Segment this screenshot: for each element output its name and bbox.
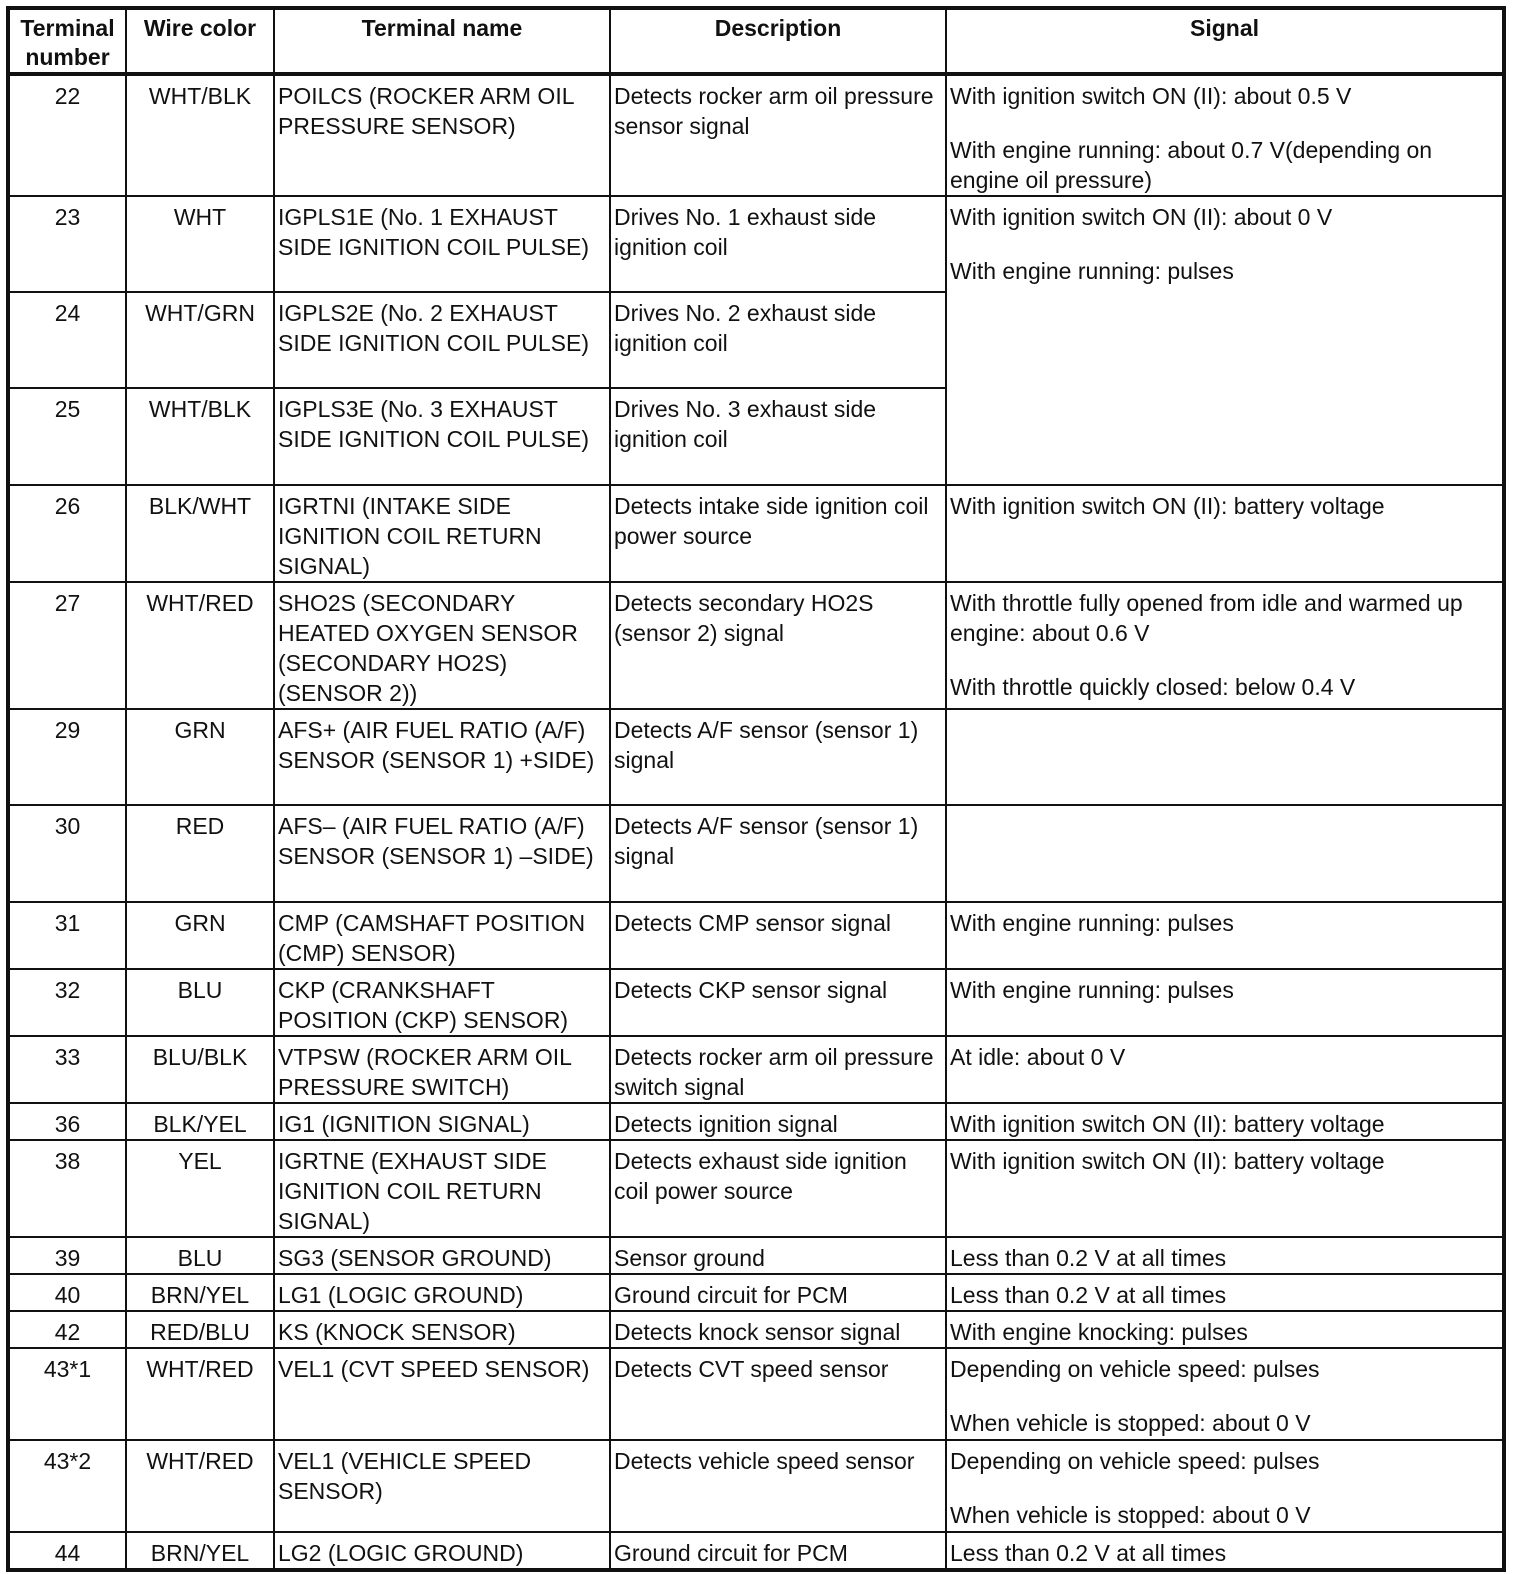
signal-line: With engine running: pulses	[950, 977, 1234, 1003]
description-cell: Drives No. 3 exhaust side ignition coil	[610, 388, 946, 485]
terminal-table	[6, 6, 1506, 1572]
signal-line: With throttle fully opened from idle and warmed up engine: about 0.6 V	[950, 590, 1463, 646]
terminal-name-cell: IGRTNE (EXHAUST SIDE IGNITION COIL RETURN SIGNAL)	[274, 1140, 610, 1237]
header-row	[8, 8, 1504, 74]
terminal-number-cell: 43*1	[8, 1348, 126, 1440]
description-cell: Detects ignition signal	[610, 1103, 946, 1140]
wire-color-cell: WHT/RED	[126, 1348, 274, 1440]
wire-color-cell: WHT/RED	[126, 1440, 274, 1532]
signal-line: With engine running: about 0.7 V(depending on engine oil pressure)	[950, 137, 1433, 193]
description-cell: Detects vehicle speed sensor	[610, 1440, 946, 1532]
signal-line: With throttle quickly closed: below 0.4 V	[950, 674, 1356, 700]
table-row	[8, 1237, 1504, 1274]
terminal-number-cell: 25	[8, 388, 126, 485]
signal-cell	[946, 1532, 1504, 1570]
description-cell: Detects secondary HO2S (sensor 2) signal	[610, 582, 946, 709]
terminal-number-cell: 38	[8, 1140, 126, 1237]
header-signal: Signal	[946, 8, 1504, 74]
description-cell: Ground circuit for PCM	[610, 1532, 946, 1570]
signal-line: With ignition switch ON (II): about 0 V	[950, 204, 1333, 230]
wire-color-cell: WHT/GRN	[126, 292, 274, 388]
terminal-name-cell: CMP (CAMSHAFT POSITION (CMP) SENSOR)	[274, 902, 610, 969]
description-cell: Detects exhaust side ignition coil power source	[610, 1140, 946, 1237]
signal-cell	[946, 74, 1504, 196]
terminal-name-cell: IG1 (IGNITION SIGNAL)	[274, 1103, 610, 1140]
signal-line: With ignition switch ON (II): battery voltage	[950, 1111, 1385, 1137]
description-cell: Sensor ground	[610, 1237, 946, 1274]
wire-color-cell: GRN	[126, 709, 274, 805]
description-cell: Ground circuit for PCM	[610, 1274, 946, 1311]
table-row	[8, 1036, 1504, 1103]
description-cell: Detects rocker arm oil pressure sensor signal	[610, 74, 946, 196]
table-row	[8, 485, 1504, 582]
description-cell: Detects knock sensor signal	[610, 1311, 946, 1348]
signal-cell	[946, 969, 1504, 1036]
wire-color-cell: GRN	[126, 902, 274, 969]
signal-cell	[946, 1237, 1504, 1274]
wire-color-cell: RED/BLU	[126, 1311, 274, 1348]
table-body	[8, 74, 1504, 1570]
table-row	[8, 969, 1504, 1036]
terminal-number-cell: 33	[8, 1036, 126, 1103]
signal-line: Less than 0.2 V at all times	[950, 1540, 1227, 1566]
signal-cell	[946, 1274, 1504, 1311]
header-terminal-name: Terminal name	[274, 8, 610, 74]
wire-color-cell: BRN/YEL	[126, 1532, 274, 1570]
terminal-number-cell: 22	[8, 74, 126, 196]
wire-color-cell: WHT	[126, 196, 274, 292]
terminal-number-cell: 44	[8, 1532, 126, 1570]
table-row	[8, 1348, 1504, 1440]
table-row	[8, 902, 1504, 969]
table-row	[8, 1140, 1504, 1237]
signal-line: Depending on vehicle speed: pulses	[950, 1356, 1320, 1382]
signal-cell	[946, 709, 1504, 805]
signal-line: When vehicle is stopped: about 0 V	[950, 1502, 1311, 1528]
terminal-number-cell: 26	[8, 485, 126, 582]
description-cell: Detects A/F sensor (sensor 1) signal	[610, 709, 946, 805]
wire-color-cell: RED	[126, 805, 274, 902]
wire-color-cell: YEL	[126, 1140, 274, 1237]
table-row	[8, 74, 1504, 196]
terminal-name-cell: IGPLS3E (No. 3 EXHAUST SIDE IGNITION COIL PULSE)	[274, 388, 610, 485]
table-row	[8, 709, 1504, 805]
terminal-number-cell: 27	[8, 582, 126, 709]
table-row	[8, 196, 1504, 292]
table-row	[8, 1311, 1504, 1348]
terminal-name-cell: VEL1 (VEHICLE SPEED SENSOR)	[274, 1440, 610, 1532]
table-row	[8, 1532, 1504, 1570]
description-cell: Detects intake side ignition coil power source	[610, 485, 946, 582]
wire-color-cell: BRN/YEL	[126, 1274, 274, 1311]
description-cell: Drives No. 2 exhaust side ignition coil	[610, 292, 946, 388]
signal-cell	[946, 1440, 1504, 1532]
signal-cell	[946, 902, 1504, 969]
terminal-name-cell: IGPLS1E (No. 1 EXHAUST SIDE IGNITION COIL PULSE)	[274, 196, 610, 292]
signal-cell	[946, 196, 1504, 485]
wire-color-cell: BLU	[126, 1237, 274, 1274]
signal-cell	[946, 1036, 1504, 1103]
table-row	[8, 1440, 1504, 1532]
signal-cell	[946, 582, 1504, 709]
terminal-number-cell: 42	[8, 1311, 126, 1348]
terminal-number-cell: 39	[8, 1237, 126, 1274]
table-row	[8, 805, 1504, 902]
terminal-name-cell: LG1 (LOGIC GROUND)	[274, 1274, 610, 1311]
signal-cell	[946, 1348, 1504, 1440]
wire-color-cell: WHT/BLK	[126, 388, 274, 485]
wire-color-cell: WHT/BLK	[126, 74, 274, 196]
terminal-name-cell: IGRTNI (INTAKE SIDE IGNITION COIL RETURN SIGNAL)	[274, 485, 610, 582]
terminal-name-cell: LG2 (LOGIC GROUND)	[274, 1532, 610, 1570]
signal-line: Depending on vehicle speed: pulses	[950, 1448, 1320, 1474]
table-row	[8, 1103, 1504, 1140]
terminal-number-cell: 31	[8, 902, 126, 969]
wire-color-cell: BLK/WHT	[126, 485, 274, 582]
signal-cell	[946, 485, 1504, 582]
description-cell: Detects CMP sensor signal	[610, 902, 946, 969]
signal-cell	[946, 1311, 1504, 1348]
terminal-name-cell: AFS+ (AIR FUEL RATIO (A/F) SENSOR (SENSOR 1) +SIDE)	[274, 709, 610, 805]
terminal-number-cell: 30	[8, 805, 126, 902]
terminal-name-cell: VTPSW (ROCKER ARM OIL PRESSURE SWITCH)	[274, 1036, 610, 1103]
signal-line: When vehicle is stopped: about 0 V	[950, 1410, 1311, 1436]
header-wire-color: Wire color	[126, 8, 274, 74]
terminal-name-cell: KS (KNOCK SENSOR)	[274, 1311, 610, 1348]
signal-line: With ignition switch ON (II): about 0.5 V	[950, 83, 1352, 109]
signal-line: With engine knocking: pulses	[950, 1319, 1248, 1345]
wire-color-cell: BLU/BLK	[126, 1036, 274, 1103]
signal-line: Less than 0.2 V at all times	[950, 1245, 1227, 1271]
description-cell: Detects A/F sensor (sensor 1) signal	[610, 805, 946, 902]
terminal-name-cell: POILCS (ROCKER ARM OIL PRESSURE SENSOR)	[274, 74, 610, 196]
header-description: Description	[610, 8, 946, 74]
wire-color-cell: BLK/YEL	[126, 1103, 274, 1140]
terminal-number-cell: 36	[8, 1103, 126, 1140]
wire-color-cell: WHT/RED	[126, 582, 274, 709]
wire-color-cell: BLU	[126, 969, 274, 1036]
signal-line: With ignition switch ON (II): battery voltage	[950, 493, 1385, 519]
description-cell: Drives No. 1 exhaust side ignition coil	[610, 196, 946, 292]
signal-line: With engine running: pulses	[950, 910, 1234, 936]
terminal-number-cell: 40	[8, 1274, 126, 1311]
terminal-name-cell: VEL1 (CVT SPEED SENSOR)	[274, 1348, 610, 1440]
signal-line: With engine running: pulses	[950, 258, 1234, 284]
signal-line: At idle: about 0 V	[950, 1044, 1126, 1070]
description-cell: Detects rocker arm oil pressure switch signal	[610, 1036, 946, 1103]
terminal-number-cell: 23	[8, 196, 126, 292]
terminal-name-cell: IGPLS2E (No. 2 EXHAUST SIDE IGNITION COIL PULSE)	[274, 292, 610, 388]
table-header	[8, 8, 1504, 74]
description-cell: Detects CKP sensor signal	[610, 969, 946, 1036]
terminal-number-cell: 24	[8, 292, 126, 388]
header-terminal-number: Terminal number	[8, 8, 126, 74]
signal-cell	[946, 1103, 1504, 1140]
signal-cell	[946, 1140, 1504, 1237]
terminal-number-cell: 32	[8, 969, 126, 1036]
signal-cell	[946, 805, 1504, 902]
terminal-number-cell: 29	[8, 709, 126, 805]
description-cell: Detects CVT speed sensor	[610, 1348, 946, 1440]
table-row	[8, 582, 1504, 709]
signal-line: With ignition switch ON (II): battery voltage	[950, 1148, 1385, 1174]
terminal-name-cell: AFS– (AIR FUEL RATIO (A/F) SENSOR (SENSOR 1) –SIDE)	[274, 805, 610, 902]
terminal-name-cell: SHO2S (SECONDARY HEATED OXYGEN SENSOR (SECONDARY HO2S) (SENSOR 2))	[274, 582, 610, 709]
terminal-name-cell: SG3 (SENSOR GROUND)	[274, 1237, 610, 1274]
signal-line: Less than 0.2 V at all times	[950, 1282, 1227, 1308]
terminal-number-cell: 43*2	[8, 1440, 126, 1532]
terminal-name-cell: CKP (CRANKSHAFT POSITION (CKP) SENSOR)	[274, 969, 610, 1036]
table-row	[8, 1274, 1504, 1311]
